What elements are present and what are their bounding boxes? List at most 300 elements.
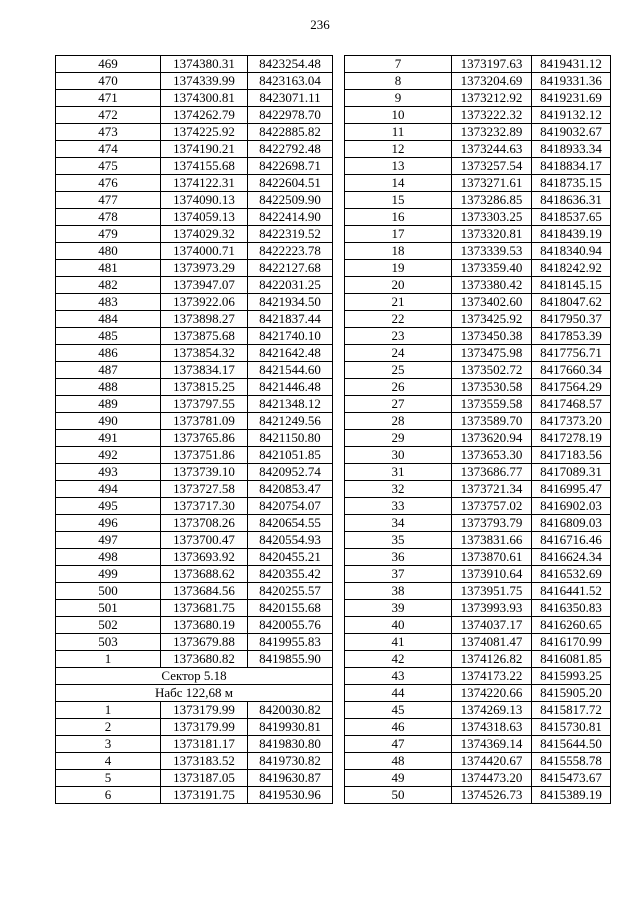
- sector-subtitle-row: [56, 685, 333, 702]
- point-number: 501: [56, 600, 161, 617]
- coordinate-x: 1373653.30: [452, 447, 532, 464]
- point-number: 493: [56, 464, 161, 481]
- table-row: [345, 192, 611, 209]
- coordinate-y: 8420455.21: [248, 549, 333, 566]
- coordinate-y: 8416441.52: [532, 583, 611, 600]
- coordinate-y: 8416716.46: [532, 532, 611, 549]
- coordinate-y: 8421740.10: [248, 328, 333, 345]
- coordinate-y: 8420155.68: [248, 600, 333, 617]
- point-number: 476: [56, 175, 161, 192]
- table-row: [56, 634, 333, 651]
- coordinate-x: 1373425.92: [452, 311, 532, 328]
- coordinate-y: 8421837.44: [248, 311, 333, 328]
- point-number: 32: [345, 481, 452, 498]
- table-row: [345, 549, 611, 566]
- table-row: [56, 736, 333, 753]
- coordinate-x: 1373232.89: [452, 124, 532, 141]
- coordinate-x: 1373187.05: [161, 770, 248, 787]
- table-row: [345, 532, 611, 549]
- coordinate-x: 1373727.58: [161, 481, 248, 498]
- coordinate-x: 1373751.86: [161, 447, 248, 464]
- coordinate-y: 8418636.31: [532, 192, 611, 209]
- point-number: 481: [56, 260, 161, 277]
- table-row: [345, 600, 611, 617]
- coordinate-y: 8422885.82: [248, 124, 333, 141]
- table-row: [56, 209, 333, 226]
- coordinate-y: 8421249.56: [248, 413, 333, 430]
- coordinate-y: 8416532.69: [532, 566, 611, 583]
- coordinate-x: 1373402.60: [452, 294, 532, 311]
- coordinate-x: 1373257.54: [452, 158, 532, 175]
- coordinate-x: 1373212.92: [452, 90, 532, 107]
- coordinate-y: 8422223.78: [248, 243, 333, 260]
- point-number: 41: [345, 634, 452, 651]
- coordinate-y: 8415558.78: [532, 753, 611, 770]
- coordinate-x: 1373951.75: [452, 583, 532, 600]
- coordinate-x: 1373679.88: [161, 634, 248, 651]
- point-number: 17: [345, 226, 452, 243]
- table-row: [345, 107, 611, 124]
- coordinate-y: 8419855.90: [248, 651, 333, 668]
- table-row: [56, 430, 333, 447]
- table-row: [56, 73, 333, 90]
- coordinates-table-right: [344, 55, 611, 804]
- point-number: 479: [56, 226, 161, 243]
- coordinate-y: 8419930.81: [248, 719, 333, 736]
- coordinate-y: 8417373.20: [532, 413, 611, 430]
- coordinate-x: 1374090.13: [161, 192, 248, 209]
- point-number: 1: [56, 702, 161, 719]
- coordinate-x: 1373191.75: [161, 787, 248, 804]
- sector-header: [56, 668, 333, 702]
- table-row: [56, 566, 333, 583]
- point-number: 495: [56, 498, 161, 515]
- coordinates-table-left-sector-body: [56, 702, 333, 804]
- point-number: 4: [56, 753, 161, 770]
- point-number: 483: [56, 294, 161, 311]
- point-number: 500: [56, 583, 161, 600]
- coordinate-x: 1373781.09: [161, 413, 248, 430]
- coordinate-y: 8420355.42: [248, 566, 333, 583]
- coordinate-y: 8422031.25: [248, 277, 333, 294]
- coordinate-y: 8420030.82: [248, 702, 333, 719]
- table-row: [56, 549, 333, 566]
- point-number: 38: [345, 583, 452, 600]
- coordinate-x: 1373875.68: [161, 328, 248, 345]
- coordinate-x: 1374126.82: [452, 651, 532, 668]
- table-row: [56, 158, 333, 175]
- coordinate-x: 1374155.68: [161, 158, 248, 175]
- coordinate-y: 8420654.55: [248, 515, 333, 532]
- coordinate-x: 1374029.32: [161, 226, 248, 243]
- table-row: [345, 260, 611, 277]
- coordinate-y: 8417950.37: [532, 311, 611, 328]
- table-row: [345, 141, 611, 158]
- coordinate-y: 8420554.93: [248, 532, 333, 549]
- point-number: 7: [345, 56, 452, 73]
- table-row: [345, 90, 611, 107]
- coordinate-x: 1374269.13: [452, 702, 532, 719]
- coordinate-y: 8416170.99: [532, 634, 611, 651]
- coordinate-x: 1373688.62: [161, 566, 248, 583]
- coordinate-x: 1373620.94: [452, 430, 532, 447]
- coordinate-y: 8417089.31: [532, 464, 611, 481]
- point-number: 16: [345, 209, 452, 226]
- table-row: [56, 226, 333, 243]
- coordinate-x: 1373717.30: [161, 498, 248, 515]
- coordinate-y: 8415817.72: [532, 702, 611, 719]
- table-row: [345, 498, 611, 515]
- point-number: 482: [56, 277, 161, 294]
- point-number: 487: [56, 362, 161, 379]
- coordinate-x: 1373854.32: [161, 345, 248, 362]
- point-number: 489: [56, 396, 161, 413]
- point-number: 2: [56, 719, 161, 736]
- point-number: 23: [345, 328, 452, 345]
- table-row: [56, 396, 333, 413]
- coordinate-x: 1373686.77: [452, 464, 532, 481]
- coordinate-y: 8416350.83: [532, 600, 611, 617]
- coordinate-x: 1373947.07: [161, 277, 248, 294]
- table-row: [56, 753, 333, 770]
- table-row: [56, 413, 333, 430]
- table-row: [56, 56, 333, 73]
- point-number: 6: [56, 787, 161, 804]
- point-number: 45: [345, 702, 452, 719]
- table-row: [345, 379, 611, 396]
- table-row: [56, 277, 333, 294]
- table-row: [56, 311, 333, 328]
- coordinate-x: 1373831.66: [452, 532, 532, 549]
- coordinate-x: 1373286.85: [452, 192, 532, 209]
- coordinate-x: 1373320.81: [452, 226, 532, 243]
- coordinate-y: 8423163.04: [248, 73, 333, 90]
- coordinate-y: 8415389.19: [532, 787, 611, 804]
- point-number: 35: [345, 532, 452, 549]
- coordinate-y: 8421446.48: [248, 379, 333, 396]
- table-row: [56, 107, 333, 124]
- table-row: [345, 209, 611, 226]
- coordinate-y: 8423071.11: [248, 90, 333, 107]
- table-row: [345, 515, 611, 532]
- point-number: 40: [345, 617, 452, 634]
- point-number: 1: [56, 651, 161, 668]
- point-number: 491: [56, 430, 161, 447]
- coordinate-y: 8415730.81: [532, 719, 611, 736]
- coordinate-x: 1374000.71: [161, 243, 248, 260]
- coordinate-y: 8421642.48: [248, 345, 333, 362]
- table-row: [56, 787, 333, 804]
- point-number: 21: [345, 294, 452, 311]
- table-row: [345, 396, 611, 413]
- coordinate-y: 8419331.36: [532, 73, 611, 90]
- table-row: [345, 226, 611, 243]
- coordinate-y: 8418537.65: [532, 209, 611, 226]
- coordinate-y: 8422698.71: [248, 158, 333, 175]
- point-number: 498: [56, 549, 161, 566]
- coordinate-y: 8419132.12: [532, 107, 611, 124]
- coordinate-x: 1374369.14: [452, 736, 532, 753]
- table-row: [345, 583, 611, 600]
- point-number: 472: [56, 107, 161, 124]
- coordinate-y: 8416809.03: [532, 515, 611, 532]
- table-row: [345, 668, 611, 685]
- table-row: [345, 719, 611, 736]
- point-number: 485: [56, 328, 161, 345]
- table-row: [345, 634, 611, 651]
- coordinate-y: 8415473.67: [532, 770, 611, 787]
- table-row: [56, 90, 333, 107]
- coordinate-x: 1373834.17: [161, 362, 248, 379]
- coordinate-x: 1373693.92: [161, 549, 248, 566]
- coordinate-y: 8423254.48: [248, 56, 333, 73]
- coordinate-x: 1373271.61: [452, 175, 532, 192]
- point-number: 475: [56, 158, 161, 175]
- coordinate-y: 8417183.56: [532, 447, 611, 464]
- point-number: 36: [345, 549, 452, 566]
- table-row: [56, 294, 333, 311]
- table-row: [56, 464, 333, 481]
- table-row: [345, 73, 611, 90]
- table-row: [345, 277, 611, 294]
- coordinate-x: 1374420.67: [452, 753, 532, 770]
- coordinate-y: 8420055.76: [248, 617, 333, 634]
- table-row: [56, 379, 333, 396]
- point-number: 469: [56, 56, 161, 73]
- coordinates-table-left-body: [56, 56, 333, 668]
- sector-subtitle: Набс 122,68 м: [56, 685, 333, 702]
- coordinate-y: 8419730.82: [248, 753, 333, 770]
- point-number: 25: [345, 362, 452, 379]
- point-number: 29: [345, 430, 452, 447]
- table-row: [345, 702, 611, 719]
- point-number: 486: [56, 345, 161, 362]
- point-number: 50: [345, 787, 452, 804]
- coordinate-y: 8422127.68: [248, 260, 333, 277]
- point-number: 34: [345, 515, 452, 532]
- sector-title-row: [56, 668, 333, 685]
- point-number: 9: [345, 90, 452, 107]
- table-row: [56, 243, 333, 260]
- table-row: [345, 328, 611, 345]
- table-row: [56, 702, 333, 719]
- coordinate-y: 8415905.20: [532, 685, 611, 702]
- coordinate-y: 8421348.12: [248, 396, 333, 413]
- coordinate-x: 1373793.79: [452, 515, 532, 532]
- coordinate-x: 1374081.47: [452, 634, 532, 651]
- point-number: 19: [345, 260, 452, 277]
- coordinate-y: 8420853.47: [248, 481, 333, 498]
- point-number: 499: [56, 566, 161, 583]
- coordinate-y: 8422414.90: [248, 209, 333, 226]
- point-number: 22: [345, 311, 452, 328]
- table-row: [345, 345, 611, 362]
- coordinate-x: 1373183.52: [161, 753, 248, 770]
- point-number: 492: [56, 447, 161, 464]
- table-row: [56, 447, 333, 464]
- coordinate-y: 8419431.12: [532, 56, 611, 73]
- coordinate-x: 1373222.32: [452, 107, 532, 124]
- coordinate-x: 1373179.99: [161, 719, 248, 736]
- point-number: 8: [345, 73, 452, 90]
- coordinate-x: 1373684.56: [161, 583, 248, 600]
- coordinate-x: 1373708.26: [161, 515, 248, 532]
- coordinate-y: 8421150.80: [248, 430, 333, 447]
- coordinate-y: 8417468.57: [532, 396, 611, 413]
- point-number: 502: [56, 617, 161, 634]
- coordinate-x: 1374173.22: [452, 668, 532, 685]
- point-number: 470: [56, 73, 161, 90]
- coordinate-y: 8417756.71: [532, 345, 611, 362]
- table-row: [56, 498, 333, 515]
- coordinate-y: 8421934.50: [248, 294, 333, 311]
- coordinate-x: 1373359.40: [452, 260, 532, 277]
- coordinate-x: 1373757.02: [452, 498, 532, 515]
- table-row: [56, 328, 333, 345]
- coordinate-x: 1374220.66: [452, 685, 532, 702]
- coordinate-y: 8422978.70: [248, 107, 333, 124]
- table-row: [345, 651, 611, 668]
- coordinate-x: 1373530.58: [452, 379, 532, 396]
- coordinate-x: 1374380.31: [161, 56, 248, 73]
- coordinate-y: 8419630.87: [248, 770, 333, 787]
- table-row: [56, 124, 333, 141]
- coordinate-y: 8421544.60: [248, 362, 333, 379]
- point-number: 490: [56, 413, 161, 430]
- table-row: [345, 464, 611, 481]
- point-number: 13: [345, 158, 452, 175]
- coordinate-y: 8420754.07: [248, 498, 333, 515]
- table-row: [56, 175, 333, 192]
- coordinate-x: 1374059.13: [161, 209, 248, 226]
- table-row: [56, 770, 333, 787]
- sector-title: Сектор 5.18: [56, 668, 333, 685]
- coordinate-x: 1373680.82: [161, 651, 248, 668]
- coordinate-x: 1373303.25: [452, 209, 532, 226]
- page-number: 236: [310, 17, 330, 32]
- table-row: [345, 413, 611, 430]
- coordinate-x: 1373973.29: [161, 260, 248, 277]
- coordinate-y: 8417564.29: [532, 379, 611, 396]
- table-row: [345, 243, 611, 260]
- point-number: 33: [345, 498, 452, 515]
- table-row: [345, 736, 611, 753]
- point-number: 15: [345, 192, 452, 209]
- point-number: 28: [345, 413, 452, 430]
- coordinate-y: 8417660.34: [532, 362, 611, 379]
- coordinate-x: 1373870.61: [452, 549, 532, 566]
- point-number: 11: [345, 124, 452, 141]
- coordinate-x: 1374262.79: [161, 107, 248, 124]
- coordinate-y: 8419830.80: [248, 736, 333, 753]
- coordinate-x: 1373475.98: [452, 345, 532, 362]
- coordinate-x: 1373797.55: [161, 396, 248, 413]
- table-row: [345, 447, 611, 464]
- point-number: 27: [345, 396, 452, 413]
- point-number: 24: [345, 345, 452, 362]
- coordinate-y: 8422319.52: [248, 226, 333, 243]
- coordinate-x: 1374300.81: [161, 90, 248, 107]
- point-number: 497: [56, 532, 161, 549]
- table-row: [345, 294, 611, 311]
- coordinate-x: 1373680.19: [161, 617, 248, 634]
- coordinate-y: 8415993.25: [532, 668, 611, 685]
- coordinate-y: 8415644.50: [532, 736, 611, 753]
- coordinates-table-left: [55, 55, 333, 804]
- point-number: 3: [56, 736, 161, 753]
- point-number: 503: [56, 634, 161, 651]
- point-number: 48: [345, 753, 452, 770]
- point-number: 30: [345, 447, 452, 464]
- coordinate-y: 8416995.47: [532, 481, 611, 498]
- table-row: [345, 362, 611, 379]
- coordinate-x: 1374225.92: [161, 124, 248, 141]
- point-number: 12: [345, 141, 452, 158]
- point-number: 43: [345, 668, 452, 685]
- coordinate-y: 8418933.34: [532, 141, 611, 158]
- coordinate-x: 1374526.73: [452, 787, 532, 804]
- coordinate-y: 8421051.85: [248, 447, 333, 464]
- coordinate-x: 1373559.58: [452, 396, 532, 413]
- table-row: [56, 600, 333, 617]
- table-row: [56, 515, 333, 532]
- coordinate-y: 8418834.17: [532, 158, 611, 175]
- point-number: 31: [345, 464, 452, 481]
- point-number: 473: [56, 124, 161, 141]
- point-number: 14: [345, 175, 452, 192]
- coordinate-y: 8419955.83: [248, 634, 333, 651]
- coordinate-y: 8422604.51: [248, 175, 333, 192]
- table-row: [345, 617, 611, 634]
- point-number: 26: [345, 379, 452, 396]
- point-number: 42: [345, 651, 452, 668]
- table-row: [56, 260, 333, 277]
- coordinate-x: 1373910.64: [452, 566, 532, 583]
- table-row: [345, 770, 611, 787]
- table-row: [56, 345, 333, 362]
- table-row: [56, 481, 333, 498]
- coordinate-x: 1373589.70: [452, 413, 532, 430]
- coordinate-y: 8418242.92: [532, 260, 611, 277]
- table-row: [345, 56, 611, 73]
- point-number: 5: [56, 770, 161, 787]
- coordinate-x: 1374122.31: [161, 175, 248, 192]
- coordinate-y: 8418439.19: [532, 226, 611, 243]
- coordinate-x: 1373181.17: [161, 736, 248, 753]
- table-row: [345, 566, 611, 583]
- table-row: [345, 787, 611, 804]
- point-number: 44: [345, 685, 452, 702]
- coordinate-y: 8418145.15: [532, 277, 611, 294]
- point-number: 10: [345, 107, 452, 124]
- coordinate-x: 1373739.10: [161, 464, 248, 481]
- coordinate-y: 8416260.65: [532, 617, 611, 634]
- point-number: 18: [345, 243, 452, 260]
- coordinate-y: 8418735.15: [532, 175, 611, 192]
- coordinate-y: 8420255.57: [248, 583, 333, 600]
- point-number: 494: [56, 481, 161, 498]
- table-row: [56, 192, 333, 209]
- table-row: [345, 753, 611, 770]
- point-number: 488: [56, 379, 161, 396]
- table-row: [56, 651, 333, 668]
- table-row: [345, 124, 611, 141]
- coordinate-x: 1373721.34: [452, 481, 532, 498]
- point-number: 496: [56, 515, 161, 532]
- coordinate-y: 8419231.69: [532, 90, 611, 107]
- coordinate-x: 1374318.63: [452, 719, 532, 736]
- coordinate-x: 1373502.72: [452, 362, 532, 379]
